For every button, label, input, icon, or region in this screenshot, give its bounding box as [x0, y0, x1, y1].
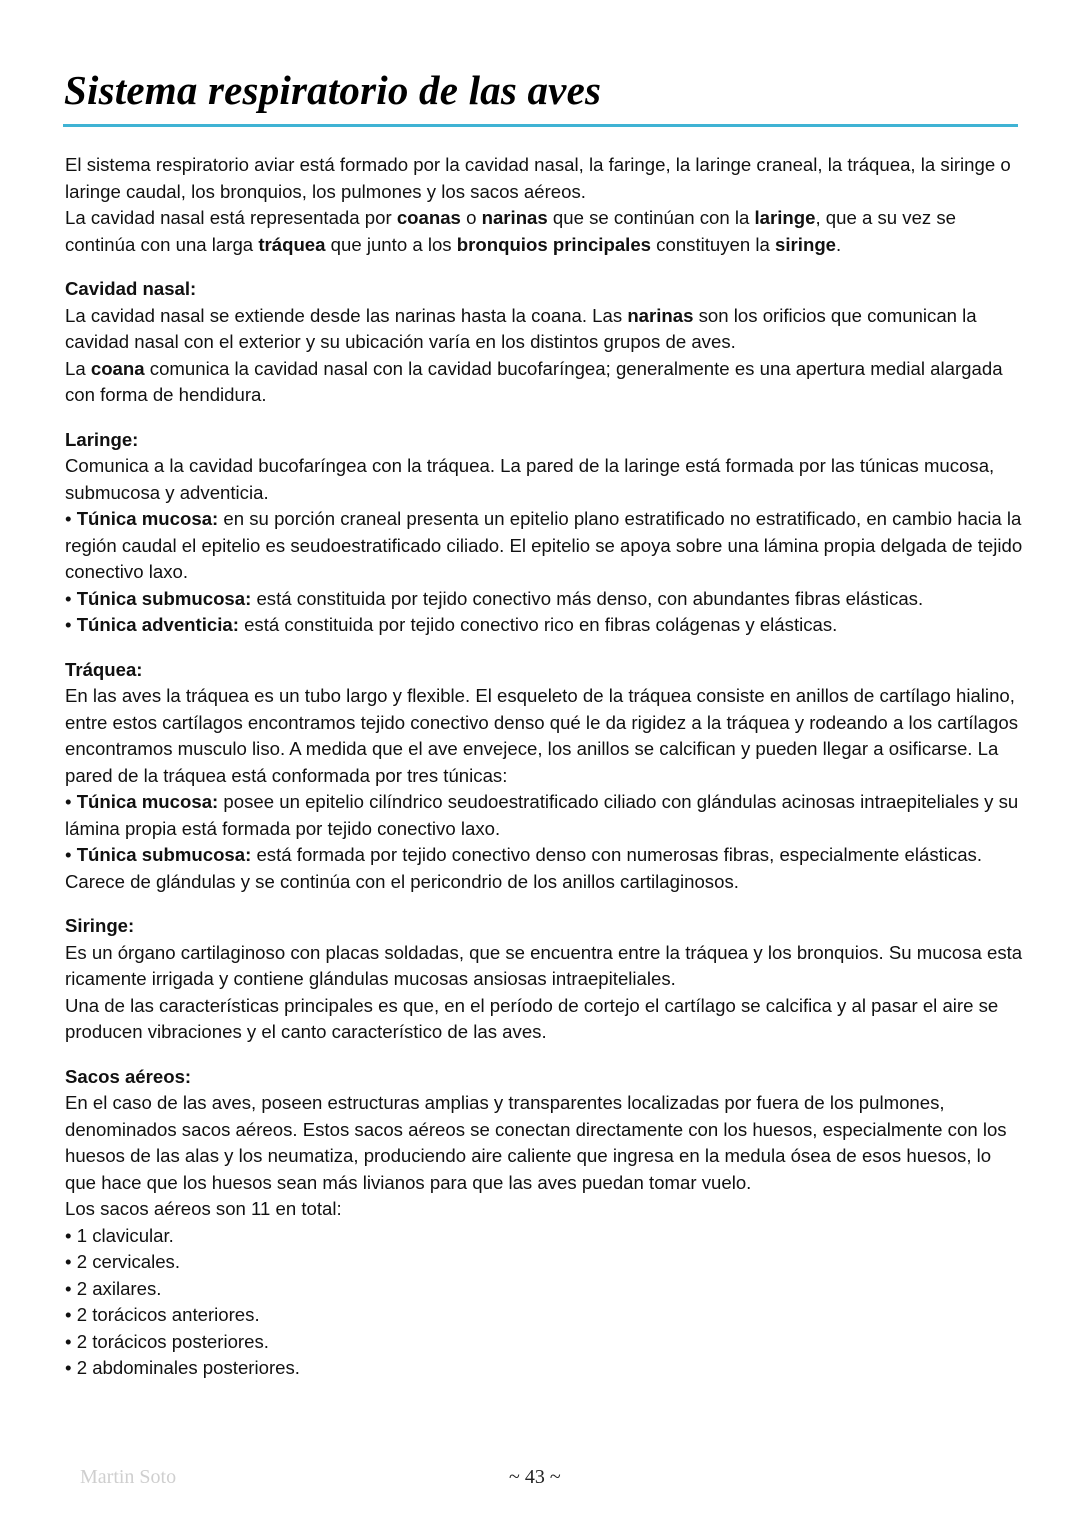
section-heading: Cavidad nasal:: [65, 278, 197, 299]
bullet-label: Túnica mucosa:: [76, 508, 219, 529]
text-run: que junto a los: [325, 233, 457, 255]
section-heading: Siringe:: [65, 915, 135, 936]
section-paragraph: En las aves la tráquea es un tubo largo y flexible. El esqueleto de la tráquea consiste en anillos de cartílago hialino, entre estos cartílagos encontramos tejido conectivo denso qué le da rigidez a la tráquea y rodeando a los cartílagos encontramos musculo liso. A medida que el ave envejece, los anillos se calcifican y pueden llegar a osificarse. La pared de la tráquea está conformada por tres túnicas:: [65, 685, 1018, 786]
bullet-label: Túnica submucosa:: [76, 844, 252, 865]
section-traquea: [65, 657, 1025, 896]
section-laringe: [65, 427, 1025, 639]
footer-author: Martin Soto: [80, 1466, 177, 1488]
page-title: Sistema respiratorio de las aves: [64, 67, 602, 113]
bold-term: bronquios principales: [456, 233, 652, 255]
section-sacos-aereos: [65, 1064, 1025, 1382]
section-heading: Sacos aéreos:: [65, 1065, 192, 1087]
bullet-item: [65, 506, 1025, 586]
list-item: • 2 axilares.: [65, 1276, 1025, 1303]
section-cavidad-nasal: [65, 276, 1025, 409]
text-run: La cavidad nasal está representada por: [65, 207, 397, 228]
section-paragraph: Una de las características principales es que, en el período de cortejo el cartílago se calcifica y al pasar el aire se producen vibraciones y el canto característico de las aves.: [65, 994, 999, 1042]
bullet-item: [65, 789, 1025, 842]
list-item: • 2 torácicos posteriores.: [65, 1329, 1025, 1356]
document-body: [65, 152, 1025, 1382]
bullet-text: en su porción craneal presenta un epitelio plano estratificado no estratificado, en cambio hacia la región caudal el epitelio es seudoestratificado ciliado. El epitelio se apoya sobre una lámina propia delgada de tejido conectivo laxo.: [65, 508, 1023, 582]
text-run: son los orificios que comunican la cavidad nasal con el exterior y su ubicación varía en los distintos grupos de aves.: [65, 304, 977, 352]
page-number: ~ 43 ~: [509, 1466, 561, 1488]
section-heading: Laringe:: [65, 428, 139, 450]
bold-term: tráquea: [258, 233, 326, 255]
bullet-text: está constituida por tejido conectivo rico en fibras colágenas y elásticas.: [238, 614, 838, 635]
bullet-label: Túnica submucosa:: [76, 587, 252, 609]
bullet-text: está constituida por tejido conectivo más denso, con abundantes fibras elásticas.: [251, 587, 924, 609]
bold-term: laringe: [754, 207, 816, 228]
bold-term: coanas: [396, 207, 461, 228]
list-item: • 2 abdominales posteriores.: [65, 1355, 1025, 1382]
bullet-label: Túnica adventicia:: [76, 614, 239, 635]
intro-paragraph-2: [65, 205, 1025, 258]
section-paragraph: Comunica a la cavidad bucofaríngea con la tráquea. La pared de la laringe está formada por las túnicas mucosa, submucosa y adventicia.: [65, 455, 995, 503]
list-item: • 1 clavicular.: [65, 1223, 1025, 1250]
section-siringe: [65, 913, 1025, 1046]
bullet-item: [65, 612, 1025, 639]
text-run: .: [836, 233, 842, 255]
bold-term: narinas: [627, 304, 694, 326]
text-run: comunica la cavidad nasal con la cavidad bucofaríngea; generalmente es una apertura medial alargada con forma de hendidura.: [65, 357, 1003, 405]
section-paragraph: Es un órgano cartilaginoso con placas soldadas, que se encuentra entre la tráquea y los bronquios. Su mucosa esta ricamente irrigada y contiene glándulas mucosas ansiosas intraepiteliales.: [65, 941, 1023, 989]
section-heading: Tráquea:: [65, 658, 143, 680]
text-run: o: [460, 207, 482, 228]
section-paragraph: Los sacos aéreos son 11 en total:: [65, 1198, 342, 1219]
bullet-item: [65, 586, 1025, 613]
list-item: • 2 cervicales.: [65, 1249, 1025, 1276]
bullet-text: posee un epitelio cilíndrico seudoestratificado ciliado con glándulas acinosas intraepiteliales y su lámina propia está formada por tejido conectivo laxo.: [65, 791, 1019, 839]
section-paragraph: [65, 303, 1025, 356]
bold-term: narinas: [481, 207, 548, 228]
intro-section: [65, 152, 1025, 258]
bullet-item: [65, 842, 1025, 895]
bold-term: siringe: [775, 233, 837, 255]
text-run: La: [65, 357, 91, 379]
section-paragraph: [65, 356, 1025, 409]
intro-paragraph-1: El sistema respiratorio aviar está formado por la cavidad nasal, la faringe, la laringe craneal, la tráquea, la siringe o laringe caudal, los bronquios, los pulmones y los sacos aéreos.: [65, 154, 1011, 202]
section-paragraph: En el caso de las aves, poseen estructuras amplias y transparentes localizadas por fuera de los pulmones, denominados sacos aéreos. Estos sacos aéreos se conectan directamente con los huesos, especialmente con los huesos de las alas y los neumatiza, produciendo aire caliente que ingresa en la medula ósea de esos huesos, lo que hace que los huesos sean más livianos para que las aves puedan tomar vuelo.: [65, 1092, 1007, 1193]
text-run: La cavidad nasal se extiende desde las narinas hasta la coana. Las: [65, 304, 628, 326]
title-underline: [63, 124, 1018, 127]
list-item: • 2 torácicos anteriores.: [65, 1302, 1025, 1329]
bold-term: coana: [90, 357, 145, 379]
text-run: que se continúan con la: [547, 207, 755, 228]
text-run: , que a su vez se continúa con una larga: [65, 207, 957, 255]
text-run: constituyen la: [651, 233, 776, 255]
bullet-text: está formada por tejido conectivo denso con numerosas fibras, especialmente elásticas. Carece de glándulas y se continúa con el pericondrio de los anillos cartilaginosos.: [65, 844, 983, 892]
bullet-label: Túnica mucosa:: [76, 791, 219, 812]
